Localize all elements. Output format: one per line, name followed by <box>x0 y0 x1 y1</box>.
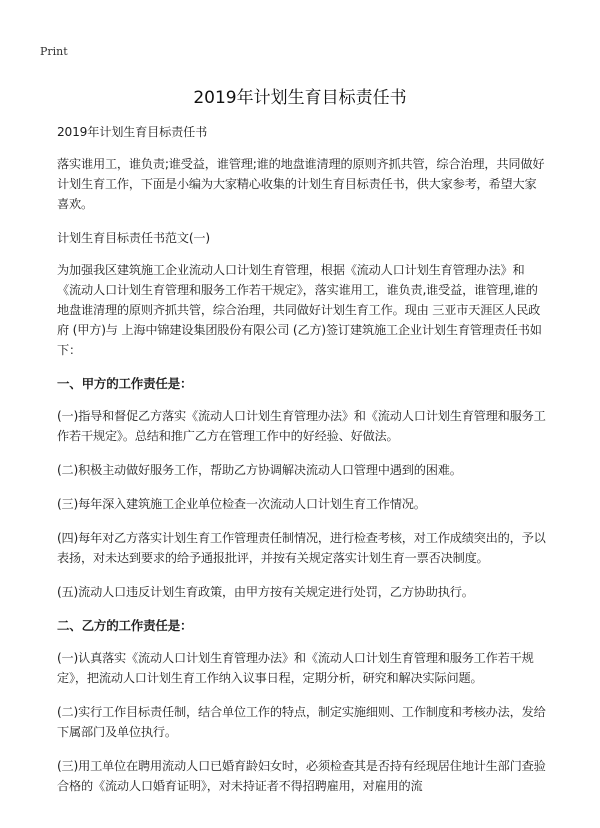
section-a-item: (四)每年对乙方落实计划生育工作管理责任制情况，进行检查考核，对工作成绩突出的，予以表扬，对未达到要求的给予通报批评，并按有关规定落实计划生育一票否决制度。 <box>57 531 546 565</box>
document-title: 2019年计划生育目标责任书 <box>193 88 407 108</box>
section-b-item: (一)认真落实《流动人口计划生育管理办法》和《流动人口计划生育管理和服务工作若干规定》，把流动人口计划生育工作纳入议事日程，定期分析，研究和解决实际问题。 <box>57 651 534 685</box>
section-a-heading: 一、甲方的工作责任是： <box>57 376 193 391</box>
section-a-item: (三)每年深入建筑施工企业单位检查一次流动人口计划生育工作情况。 <box>57 497 426 511</box>
section-b-item: (三)用工单位在聘用流动人口已婚育龄妇女时，必须检查其是否持有经现居住地计生部门查验合格的《流动人口婚育证明》，对未持证者不得招聘雇用，对雇用的流 <box>57 759 546 793</box>
intro-paragraph: 落实谁用工，谁负责;谁受益，谁管理;谁的地盘谁清理的原则齐抓共管，综合治理，共同做好计划生育工作，下面是小编为大家精心收集的计划生育目标责任书，供大家参考，希望大家喜欢。 <box>57 157 545 211</box>
document-body <box>57 122 547 810</box>
document-subtitle: 2019年计划生育目标责任书 <box>57 125 208 139</box>
section-a-item: (一)指导和督促乙方落实《流动人口计划生育管理办法》和《流动人口计划生育管理和服务工作若干规定》。总结和推广乙方在管理工作中的好经验、好做法。 <box>57 409 546 443</box>
section-b-item: (二)实行工作目标责任制，结合单位工作的特点，制定实施细则、工作制度和考核办法，发给下属部门及单位执行。 <box>57 705 546 739</box>
section-b-heading: 二、乙方的工作责任是： <box>57 618 193 633</box>
sample-heading: 计划生育目标责任书范文(一) <box>57 231 210 245</box>
section-a-item: (五)流动人口违反计划生育政策，由甲方按有关规定进行处罚，乙方协助执行。 <box>57 585 474 599</box>
section-a-item: (二)积极主动做好服务工作，帮助乙方协调解决流动人口管理中遇到的困难。 <box>57 463 462 477</box>
print-label[interactable]: Print <box>40 45 68 58</box>
preamble-paragraph: 为加强我区建筑施工企业流动人口计划生育管理，根据《流动人口计划生育管理办法》和《流动人口计划生育管理和服务工作若干规定》，落实谁用工，谁负责,谁受益，谁管理,谁的地盘谁清理的原则齐抓共管，综合治理，共同做好计划生育工作。现由 三亚市天涯区人民政府 (甲方)与 上海中锦建设集团股份有限公司 (乙方)签订建筑施工企业计划生育管理责任书如下： <box>57 263 542 357</box>
